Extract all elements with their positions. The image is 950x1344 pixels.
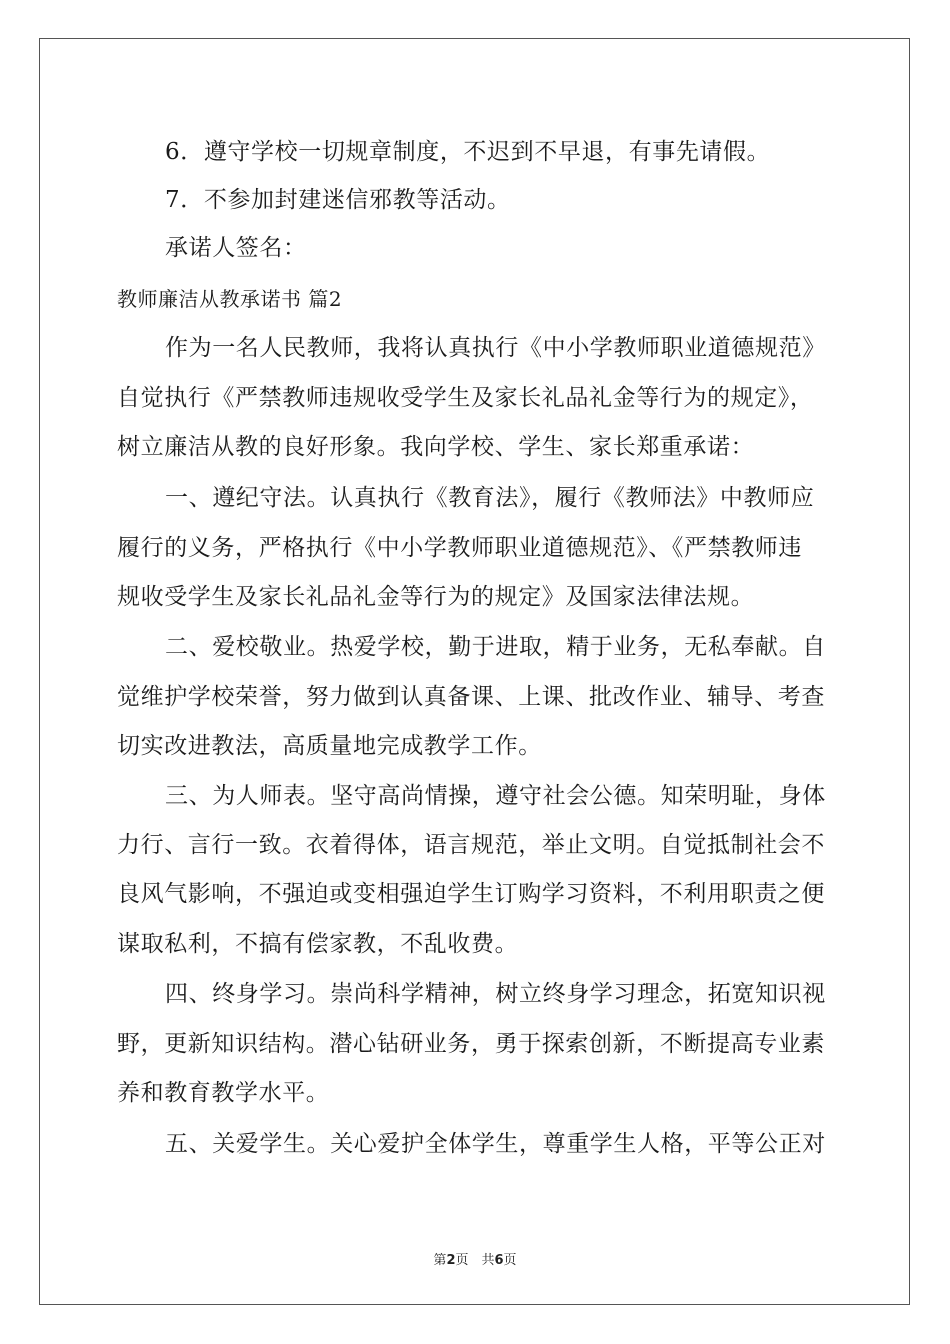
paragraph-line: 作为一名人民教师，我将认真执行《中小学教师职业道德规范》 bbox=[165, 335, 826, 361]
paragraph-line: 履行的义务，严格执行《中小学教师职业道德规范》、《严禁教师违 bbox=[117, 535, 802, 561]
current-page-number: 2 bbox=[446, 1253, 456, 1268]
section-heading: 教师廉洁从教承诺书 篇2 bbox=[117, 287, 343, 311]
paragraph-line: 谋取私利，不搞有偿家教，不乱收费。 bbox=[117, 931, 519, 957]
paragraph-line: 规收受学生及家长礼品礼金等行为的规定》及国家法律法规。 bbox=[117, 584, 755, 610]
page-footer bbox=[0, 1249, 950, 1268]
paragraph-line: 二、爱校敬业。热爱学校，勤于进取，精于业务，无私奉献。自 bbox=[165, 634, 826, 660]
paragraph-line: 四、终身学习。崇尚科学精神，树立终身学习理念，拓宽知识视 bbox=[165, 981, 826, 1007]
paragraph-line: 自觉执行《严禁教师违规收受学生及家长礼品礼金等行为的规定》， bbox=[117, 385, 814, 411]
page-border bbox=[39, 38, 910, 1305]
page-separator: 页 共 bbox=[455, 1253, 495, 1268]
page-prefix: 第 bbox=[433, 1253, 447, 1268]
paragraph-line: 五、关爱学生。关心爱护全体学生，尊重学生人格，平等公正对 bbox=[165, 1131, 826, 1157]
paragraph-line: 切实改进教法，高质量地完成教学工作。 bbox=[117, 733, 542, 759]
paragraph-line: 觉维护学校荣誉，努力做到认真备课、上课、批改作业、辅导、考查 bbox=[117, 684, 825, 710]
paragraph-line: 力行、言行一致。衣着得体，语言规范，举止文明。自觉抵制社会不 bbox=[117, 832, 825, 858]
paragraph-line: 承诺人签名： bbox=[165, 235, 307, 261]
total-page-number: 6 bbox=[494, 1253, 504, 1268]
paragraph-line: 树立廉洁从教的良好形象。我向学校、学生、家长郑重承诺： bbox=[117, 434, 755, 460]
paragraph-line: 三、为人师表。坚守高尚情操，遵守社会公德。知荣明耻，身体 bbox=[165, 783, 826, 809]
page-suffix: 页 bbox=[503, 1253, 517, 1268]
paragraph-line: 一、遵纪守法。认真执行《教育法》，履行《教师法》中教师应 bbox=[165, 485, 815, 511]
paragraph-line: 良风气影响，不强迫或变相强迫学生订购学习资料，不利用职责之便 bbox=[117, 881, 825, 907]
paragraph-line: 6．遵守学校一切规章制度，不迟到不早退，有事先请假。 bbox=[165, 139, 771, 165]
paragraph-line: 养和教育教学水平。 bbox=[117, 1080, 330, 1106]
paragraph-line: 野，更新知识结构。潜心钻研业务，勇于探索创新，不断提高专业素 bbox=[117, 1031, 825, 1057]
paragraph-line: 7．不参加封建迷信邪教等活动。 bbox=[165, 187, 511, 213]
